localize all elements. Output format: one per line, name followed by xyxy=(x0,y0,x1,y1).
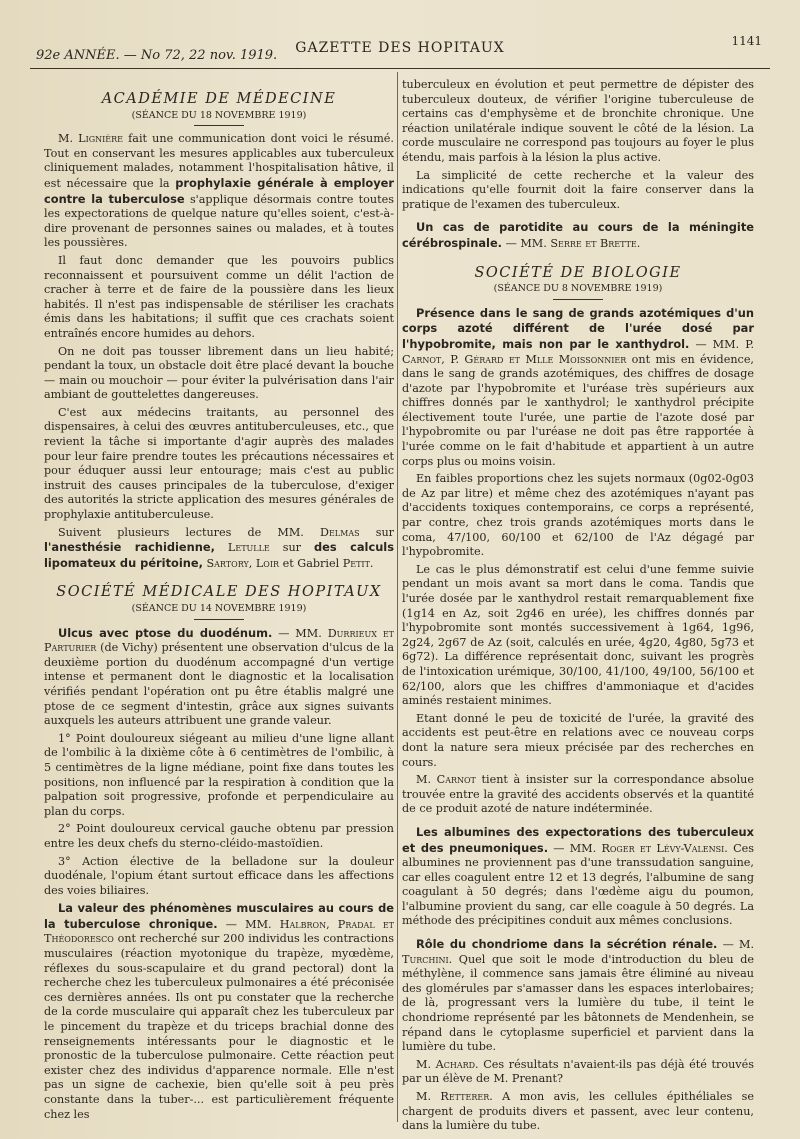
bold-topic: Présence dans le sang de grands azotémiques d'un corps azoté différent de l'urée dosé par l'hypobromite, mais non par le xanthydrol. xyxy=(402,305,754,351)
section-title-academie: ACADÉMIE DE MÉDECINE xyxy=(101,91,337,107)
paragraph xyxy=(402,1090,754,1134)
paragraph: 1° Point douloureux siégeant au milieu d'une ligne allant de l'ombilic à la dixième côte à 6 centimètres de l'ombilic, à 5 centimètres de la ligne médiane, point fixe dans toutes les positions, non influencé par la respiration à condition que la palpation soit progressive, profonde et perpendiculaire au plan du corps. xyxy=(44,731,394,818)
paragraph xyxy=(402,306,754,470)
text-run: . A mon avis, les cellules épithéliales se chargent de produits divers et passent, avec leur contenu, dans la lumière du tube. xyxy=(402,1090,754,1133)
left-column xyxy=(44,78,394,1125)
text-run: — MM. xyxy=(502,236,551,250)
author-name: Halbron, Pradal et Théodoresco xyxy=(44,917,394,946)
section-title-societe-biologie: SOCIÉTÉ DE BIOLOGIE xyxy=(474,264,682,281)
paragraph xyxy=(402,773,754,817)
author-name: Turchini xyxy=(402,952,449,966)
text-run: sur xyxy=(269,541,315,555)
bold-topic: Ulcus avec ptose du duodénum. xyxy=(58,625,273,640)
paragraph xyxy=(44,901,394,1122)
text-run: et Gabriel xyxy=(279,556,343,570)
section-rule xyxy=(194,619,244,620)
bold-topic: La valeur des phénomènes musculaires au cours de la tuberculose chronique. xyxy=(44,901,394,931)
text-run: . xyxy=(369,556,374,570)
text-run: — MM. xyxy=(217,917,280,931)
text-run: fait une communication dont voici le résumé. Tout en conservant les mesures applicables aux tuberculeux cliniquement malades, notamment l'hospitalisation hâtive, il est nécessaire que la xyxy=(44,132,394,190)
text-run: — MM. P. xyxy=(689,337,755,351)
author-name: Letulle xyxy=(227,541,270,555)
issue-info: 92e ANNÉE. — No 72, 22 nov. 1919. xyxy=(36,48,278,63)
author-name: Retterer xyxy=(440,1090,490,1103)
text-run: . Quel que soit le mode d'introduction du bleu de méthylène, il commence sans jamais être éliminé au niveau des glomérules par s'amasser dans les espaces interlobaires; de là, progressant vers la lumière du tube, il teint le chondriome représenté par les bâtonnets de Mendenhein, se répand dans le cytoplasme superficiel et parvient dans la lumière du tube. xyxy=(402,952,754,1054)
author-name: Sartory, Loir xyxy=(206,556,280,570)
page-header xyxy=(30,30,770,70)
paragraph: tuberculeux en évolution et peut permettre de dépister des tuberculeux douteux, de vérifier l'origine tuberculeuse de certains cas d'emphysème et de bronchite chronique. Une réaction unilatérale indique souvent le côté de la lésion. La corde musculaire ne correspond pas toujours au foyer le plus étendu, mais parfois à la lésion la plus active. xyxy=(402,78,754,164)
text-run: M. xyxy=(58,132,79,146)
author-name: Roger et Lévy-Valensi xyxy=(601,841,725,855)
paragraph: Etant donné le peu de toxicité de l'urée, la gravité des accidents est peut-être en relations avec ce nouveau corps dont la nature sera mieux précisée par des recherches en cours. xyxy=(402,711,754,769)
text-run: — MM. xyxy=(548,841,602,855)
text-run: — MM. xyxy=(272,626,328,640)
paragraph: Il faut donc demander que les pouvoirs publics reconnaissent et poursuivent comme un délit l'action de cracher à terre et de faire de la poussière dans les lieux habités. Il n'est pas indispensable de stériliser les crachats émis dans les habitations; il suffit que ces crachats soient entraînés encore humides au dehors. xyxy=(44,253,394,340)
bold-topic: Les albumines des expectorations des tuberculeux et des pneumoniques. xyxy=(402,824,754,855)
text-run: Suivent plusieurs lectures de MM. xyxy=(58,525,320,539)
text-run: ont recherché sur 200 individus les contractions musculaires (réaction myotonique du trapèze, myœdème, réflexes du sous-scapulaire et du grand pectoral) dont la recherche chez les tuberculeux pulmonaires a été préconisée ces dernières années. Ils ont pu constater que la recherche de la corde musculaire qui apparaît chez les tuberculeux par le pincement du trapèze et du triceps brachial donne des renseignements intéressants pour le diagnostic et le pronostic de la tuberculose pulmonaire. Cette réaction peut exister chez des individus d'apparence normale. Elle n'est pas un signe de cachexie, bien qu'elle soit à peu près constante dans la tuber-... est particulièrement fréquente chez les xyxy=(44,932,394,1121)
author-name: Durrieux et Parturier xyxy=(44,626,394,655)
text-run: . Ces résultats n'avaient-ils pas déjà été trouvés par un élève de M. Prenant? xyxy=(402,1057,754,1086)
column-divider xyxy=(397,72,398,1122)
bold-topic: l'anesthésie rachidienne, xyxy=(44,540,215,555)
paragraph xyxy=(402,220,754,251)
text-run: s'applique désormais contre toutes les expectorations de quelque nature qu'elles soient, c'est-à-dire provenant de personnes saines ou malades, et à toutes les poussières. xyxy=(44,192,394,250)
paragraph xyxy=(402,937,754,1055)
author-name: Serre et Brette xyxy=(550,236,637,250)
text-run: M. xyxy=(416,1090,441,1103)
text-run: (de Vichy) présentent une observation d'ulcus de la deuxième portion du duodénum accompagné d'un vertige intense et permanent dont le diagnostic et la localisation vérifiés pendant l'opération ont pu être établis malgré une ptose de ce segment d'intestin, grâce aux signes suivants auxquels les auteurs attribuent une grande valeur. xyxy=(44,641,394,728)
text-run: . xyxy=(636,236,641,250)
text-run: M. xyxy=(416,1057,436,1071)
author-name: Achard xyxy=(435,1057,476,1071)
text-run: M. xyxy=(416,773,437,787)
section-rule xyxy=(194,125,244,126)
paragraph xyxy=(44,626,394,729)
page-number: 1141 xyxy=(731,34,762,48)
text-run: sur xyxy=(359,525,394,539)
author-name: Carnot, P. Gérard et Mlle Moissonnier xyxy=(402,352,627,366)
text-run: . Ces albumines ne proviennent pas d'une transsudation sanguine, car elles coagulent entre 12 et 13 degrés, l'albumine de sang coagulant à 50 degrés; dans l'œdème aigu du poumon, l'albumine provient du sang, car elle coagule à 50 degrés. La méthode des précipitines conduit aux mêmes conclusions. xyxy=(402,841,755,928)
bold-topic: Rôle du chondriome dans la sécrétion rénale. xyxy=(416,937,718,952)
paragraph: La simplicité de cette recherche et la valeur des indications qu'elle fournit doit la faire conserver dans la pratique de l'examen des tuberculeux. xyxy=(402,168,754,211)
paragraph xyxy=(44,132,394,251)
paragraph: On ne doit pas tousser librement dans un lieu habité; pendant la toux, un obstacle doit être placé devant la bouche — main ou mouchoir — pour éviter la pulvérisation dans l'air ambiant de gouttelettes dangereuses. xyxy=(44,344,394,402)
author-name: Lignière xyxy=(78,132,123,146)
text-run: tient à insister sur la correspondance absolue trouvée entre la gravité des accidents observés et la quantité de ce produit azoté de nature indéterminée. xyxy=(402,773,754,816)
paragraph xyxy=(402,825,754,929)
paragraph: En faibles proportions chez les sujets normaux (0g02-0g03 de Az par litre) et même chez des azotémiques n'ayant pas d'accidents toxiques contemporains, ce corps a représenté, par contre, chez trois grands azotémiques morts dans le coma, 47/100, 60/100 et 62/100 de l'Az dégagé par l'hypobromite. xyxy=(402,472,754,559)
section-seance: (SÉANCE DU 18 NOVEMBRE 1919) xyxy=(131,109,307,121)
section-seance: (SÉANCE DU 8 NOVEMBRE 1919) xyxy=(493,283,663,295)
paragraph: 2° Point douloureux cervical gauche obtenu par pression entre les deux chefs du sterno-cléido-mastoïdien. xyxy=(44,822,394,850)
paragraph: 3° Action élective de la belladone sur la douleur duodénale, l'opium étant surtout efficace dans les affections des voies biliaires. xyxy=(44,854,394,897)
header-rule xyxy=(30,68,770,69)
journal-title: GAZETTE DES HOPITAUX xyxy=(295,40,505,56)
author-name: Delmas xyxy=(320,525,360,539)
paragraph: Le cas le plus démonstratif est celui d'une femme suivie pendant un mois avant sa mort dans le coma. Tandis que l'urée dosée par le xanthydrol restait remarquablement fixe (1g14 en Az, soit 2g46 en urée), les chiffres donnés par l'hypobromite sont montés successivement à 1g64, 1g96, 2g24, 2g67 de Az (soit, calculés en urée, 4g20, 4g80, 5g73 et 6g72). La différence représentait donc, suivant les progrès de l'intoxication urémique, 30/100, 41/100, 49/100, 56/100 et 62/100, alors que les chiffres d'ammoniaque et d'acides aminés restaient minimes. xyxy=(402,562,754,708)
bold-topic: Un cas de parotidite au cours de la méningite cérébrospinale. xyxy=(402,220,754,250)
text-run: ont mis en évidence, dans le sang de grands azotémiques, des chiffres de dosage d'azote par l'hypobromite et l'uréase très supérieurs aux chiffres donnés par le xanthydrol; le xanthydrol précipite électivement toute l'urée, une partie de l'azote dosé par l'hypobromite ou par l'uréase ne doit pas être rapportée à l'urée comme on le fait d'habitude et appartient à un autre corps plus ou moins voisin. xyxy=(402,352,754,468)
section-title-societe-medicale: SOCIÉTÉ MÉDICALE DES HOPITAUX xyxy=(56,584,382,601)
bold-topic: prophylaxie générale à employer contre la tuberculose xyxy=(44,175,394,206)
paragraph xyxy=(44,526,394,572)
section-rule xyxy=(553,299,603,300)
author-name: Carnot xyxy=(436,773,476,787)
bold-topic: des calculs lipomateux du péritoine, xyxy=(44,540,394,570)
paragraph xyxy=(402,1058,754,1087)
right-column xyxy=(402,78,754,1137)
paragraph: C'est aux médecins traitants, au personnel des dispensaires, à celui des œuvres antituberculeuses, etc., que revient la tâche si importante d'agir auprès des malades pour leur faire prendre toutes les précautions nécessaires et pour éduquer aussi leur entourage; mais c'est au public instruit des causes principales de la tuberculose, d'exiger des autorités la stricte application des mesures générales de prophylaxie antituberculeuse. xyxy=(44,405,394,522)
section-seance: (SÉANCE DU 14 NOVEMBRE 1919) xyxy=(131,603,307,614)
author-name: Petit xyxy=(342,556,370,570)
text-run: — M. xyxy=(717,938,755,952)
